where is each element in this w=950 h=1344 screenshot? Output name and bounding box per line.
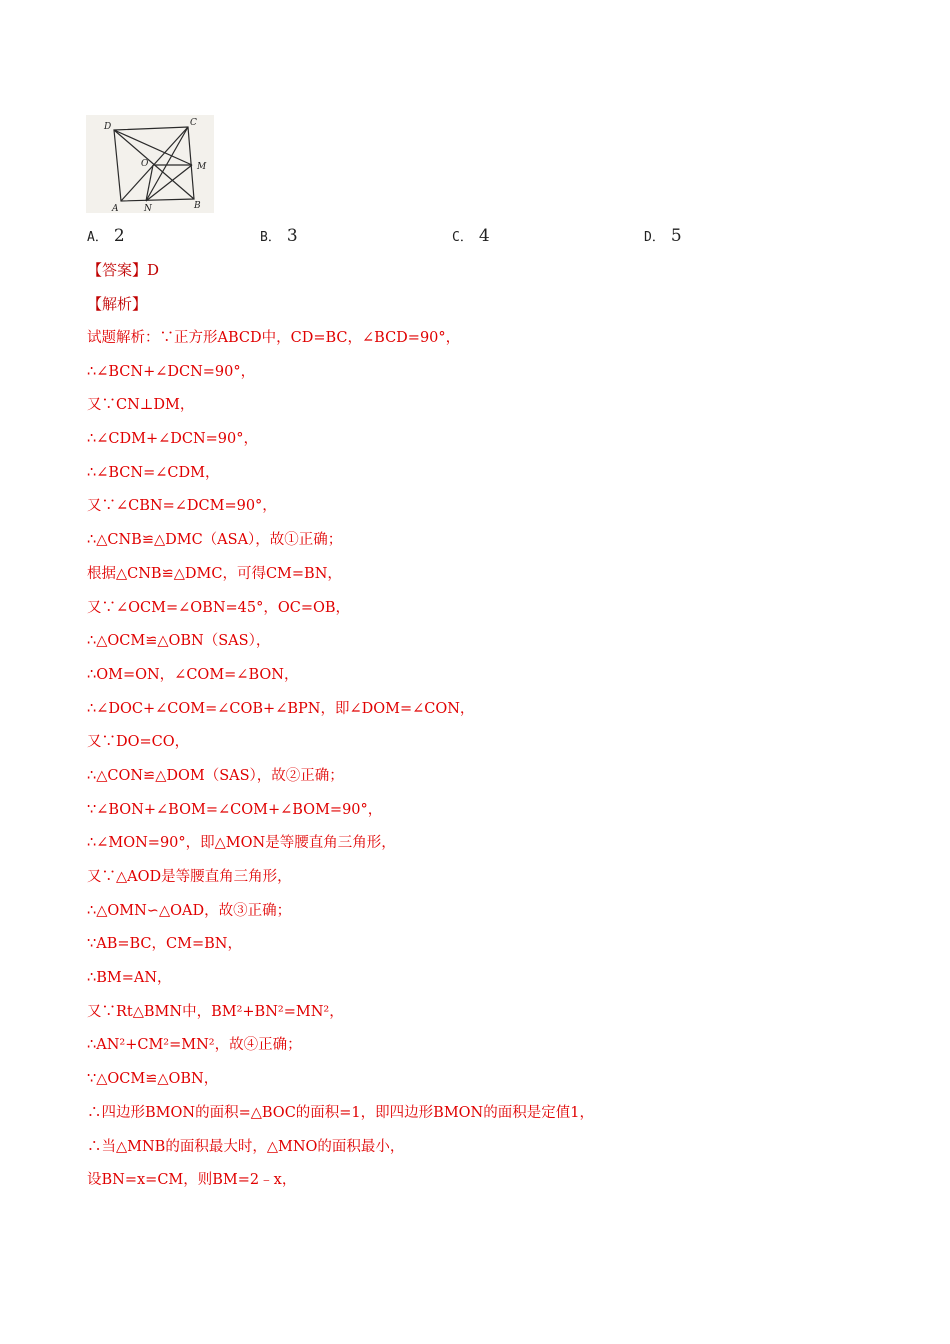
- option-d-letter: D．: [644, 230, 665, 245]
- solution-line: ∵AB=BC，CM=BN，: [87, 936, 242, 953]
- option-b-value: 3: [286, 226, 298, 246]
- segment-nm: [146, 165, 192, 201]
- solution-line: 根据△CNB≌△DMC，可得CM=BN，: [87, 565, 342, 582]
- label-o: O: [141, 159, 149, 169]
- solution-line: 又∵DO=CO，: [87, 734, 190, 751]
- solution-line: ∴AN²+CM²=MN²，故④正确；: [87, 1037, 302, 1054]
- solution-line: 试题解析：∵正方形ABCD中，CD=BC，∠BCD=90°，: [87, 330, 461, 346]
- solution-line: 又∵∠OCM=∠OBN=45°，OC=OB，: [87, 599, 351, 616]
- answer-line: 【答案】D: [87, 261, 160, 279]
- answer-options: [0, 226, 950, 250]
- solution-line: ∴BM=AN，: [87, 970, 172, 987]
- label-n: N: [144, 204, 152, 213]
- label-c: C: [190, 118, 197, 128]
- solution-line: 又∵Rt△BMN中，BM²+BN²=MN²，: [87, 1003, 344, 1020]
- solution-line: 又∵△AOD是等腰直角三角形，: [87, 869, 292, 885]
- solution-line: ∴当△MNB的面积最大时，△MNO的面积最小，: [87, 1138, 405, 1155]
- segment-cn: [146, 127, 188, 201]
- label-d: D: [104, 122, 112, 132]
- solution-line: 又∵∠CBN=∠DCM=90°，: [87, 498, 277, 515]
- solution-line: ∴△CNB≌△DMC（ASA），故①正确；: [87, 532, 343, 549]
- analysis-heading: 【解析】: [87, 295, 148, 313]
- label-b: B: [194, 201, 201, 211]
- solution-line: ∴∠DOC+∠COM=∠COB+∠BPN，即∠DOM=∠CON，: [87, 700, 475, 717]
- option-d-value: 5: [670, 226, 682, 246]
- option-c-value: 4: [478, 226, 490, 246]
- solution-line: ∴∠CDM+∠DCN=90°，: [87, 431, 258, 448]
- solution-line: ∴∠BCN=∠CDM，: [87, 464, 220, 481]
- label-m: M: [197, 162, 207, 172]
- option-a-value: 2: [113, 226, 125, 246]
- solution-line: ∵△OCM≌△OBN，: [87, 1071, 219, 1088]
- solution-line: ∴四边形BMON的面积=△BOC的面积=1，即四边形BMON的面积是定值1，: [87, 1104, 594, 1121]
- label-a: A: [112, 204, 119, 213]
- option-a: [87, 226, 125, 246]
- solution-line: ∵∠BON+∠BOM=∠COM+∠BOM=90°，: [87, 801, 383, 818]
- solution-line: 又∵CN⊥DM，: [87, 397, 195, 414]
- solution-line: ∴OM=ON，∠COM=∠BON，: [87, 666, 299, 683]
- solution-line: ∴△CON≌△DOM（SAS），故②正确；: [87, 767, 344, 784]
- option-b-letter: B．: [260, 230, 281, 245]
- solution-line: 设BN=x=CM，则BM=2﹣x，: [87, 1172, 297, 1189]
- geometry-figure: [86, 115, 214, 213]
- solution-line: ∴△OCM≌△OBN（SAS），: [87, 633, 271, 650]
- option-c-letter: C．: [452, 230, 473, 245]
- solution-line: ∴∠BCN+∠DCN=90°，: [87, 363, 256, 380]
- solution-lines: [87, 326, 594, 1202]
- option-b: [260, 226, 298, 246]
- solution-line: ∴∠MON=90°，即△MON是等腰直角三角形，: [87, 835, 396, 852]
- square-diagram: [86, 115, 214, 213]
- option-c: [452, 226, 490, 246]
- option-a-letter: A．: [87, 230, 108, 245]
- option-d: [644, 226, 682, 246]
- solution-line: ∴△OMN∽△OAD，故③正确；: [87, 902, 292, 919]
